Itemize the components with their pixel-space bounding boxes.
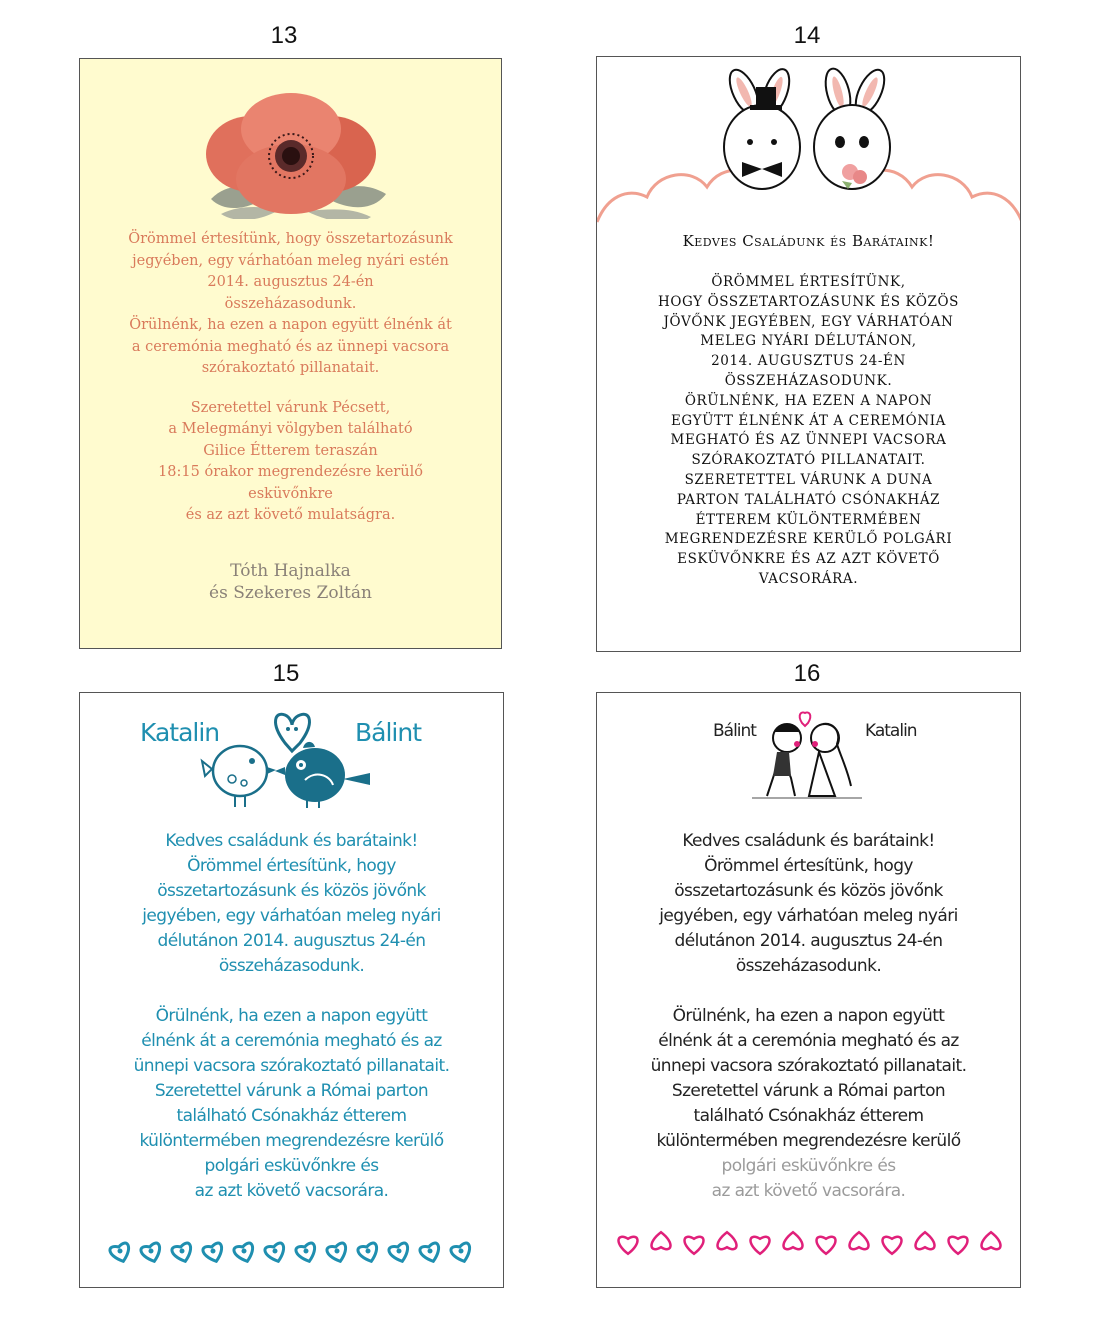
text-line: és az azt követő mulatságra. [185,507,396,523]
text-line: Szeretettel várunk a Római parton [671,1081,946,1101]
text-line: jegyében, egy várhatóan meleg nyári estén [132,252,449,269]
text-line: VACSORÁRA. [758,570,859,587]
text-line: élnénk át a ceremónia megható és az [141,1031,442,1051]
text-line: Örülnénk, ha ezen a napon együtt élnénk át [129,317,452,333]
love-birds-icon [80,693,504,823]
text-line: JÖVŐNK JEGYÉBEN, EGY VÁRHATÓAN [663,313,954,330]
heart-border-icon [80,1233,504,1273]
text-line: SZÓRAKOZTATÓ PILLANATAIT. [691,452,926,469]
text-line: PARTON TALÁLHATÓ CSÓNAKHÁZ [676,491,941,508]
card-number-15: 15 [272,660,300,687]
text-line: a ceremónia megható és az ünnepi vacsora [131,338,450,355]
text-line: Örülnénk, ha ezen a napon együtt [672,1006,945,1026]
heart-dot-icon [211,1249,216,1254]
heart-dot-icon [149,1249,154,1254]
text-line: Kedves családunk és barátaink! [165,831,418,851]
text-line: különtermében megrendezésre kerülő [139,1131,444,1151]
text-line: jegyében, egy várhatóan meleg nyári [142,906,441,926]
text-line: Szeretettel várunk Pécsett, [190,399,391,416]
name-right: Katalin [865,721,917,741]
text-line: 2014. AUGUSZTUS 24-ÉN [711,353,906,370]
text-line: MELEG NYÁRI DÉLUTÁNON, [700,333,917,350]
text-line: MEGRENDEZÉSRE KERÜLŐ POLGÁRI [664,531,953,548]
heart-dot-icon [304,1249,309,1254]
text-line: ÖRÜLNÉNK, HA EZEN A NAPON [684,392,933,409]
text-line: összeházasodunk. [224,295,357,312]
card15-body [80,829,503,1204]
card14-body [597,273,1020,590]
bunny-couple-icon [597,57,1021,232]
card14-title [597,232,1020,252]
heart-icon [850,1232,869,1249]
heart-icon [883,1237,902,1254]
heart-icon [817,1237,836,1254]
heart-icon [685,1237,704,1254]
text-line: ünnepi vacsora szórakoztató pillanatait. [650,1056,967,1076]
heart-icon [949,1237,968,1254]
heart-icon [619,1237,638,1254]
heart-dot-icon [428,1249,433,1254]
text-line: élnénk át a ceremónia megható és az [658,1031,959,1051]
card16-body [597,829,1020,1204]
text-line: található Csónakház étterem [176,1106,407,1126]
text-line: Gilice Étterem teraszán [203,442,378,459]
card-number-16: 16 [793,660,821,687]
card13-signature [80,560,501,604]
text-line: Örülnénk, ha ezen a napon együtt [155,1006,428,1026]
text-line: található Csónakház étterem [693,1106,924,1126]
heart-icon [916,1232,935,1249]
invitation-card-15[interactable] [79,692,504,1288]
heart-border-icon [597,1223,1021,1263]
heart-icon [784,1232,803,1249]
text-line: Örömmel értesítünk, hogy [704,856,913,876]
text-line: 2014. augusztus 24-én [207,274,374,290]
signature-line: és Szekeres Zoltán [209,583,372,603]
text-line: ÖRÖMMEL ÉRTESÍTÜNK, [711,274,906,290]
heart-dot-icon [366,1249,371,1254]
card-number-14: 14 [793,22,821,49]
text-line: ünnepi vacsora szórakoztató pillanatait. [133,1056,450,1076]
text-line: ESKÜVŐNKRE ÉS AZ AZT KÖVETŐ [677,551,940,568]
text-line: Kedves családunk és barátaink! [682,831,935,851]
text-line: az azt követő vacsorára. [711,1181,906,1201]
text-line: ÉTTEREM KÜLÖNTERMÉBEN [695,511,922,528]
text-line: jegyében, egy várhatóan meleg nyári [659,906,958,926]
text-line: összeházasodunk. [218,956,365,976]
text-line: a Melegmányi völgyben található [168,421,413,437]
kissing-couple-icon [597,693,1021,813]
text-line: Örömmel értesítünk, hogy összetartozásunk [128,231,453,247]
text-line: ÖSSZEHÁZASODUNK. [724,372,893,389]
heart-icon [982,1232,1001,1249]
heart-icon [652,1232,671,1249]
text-line: esküvőnkre [248,485,333,502]
text-line: 18:15 órakor megrendezésre kerülő [158,464,423,480]
heart-dot-icon [242,1249,247,1254]
heart-icon [751,1237,770,1254]
heart-dot-icon [397,1249,402,1254]
text-line: Szeretettel várunk a Római parton [154,1081,429,1101]
invitation-card-13[interactable] [79,58,502,649]
heart-dot-icon [335,1249,340,1254]
text-line: polgári esküvőnkre és [721,1156,896,1176]
text-line: MEGHATÓ ÉS AZ ÜNNEPI VACSORA [670,432,947,449]
name-right: Bálint [355,718,422,747]
text-line: összetartozásunk és közös jövőnk [157,881,426,901]
text-line: délutánon 2014. augusztus 24-én [157,931,426,951]
text-line: HOGY ÖSSZETARTOZÁSUNK ÉS KÖZÖS [658,293,959,310]
heart-icon [718,1232,737,1249]
name-left: Katalin [140,718,220,747]
text-line: délutánon 2014. augusztus 24-én [674,931,943,951]
invitation-card-14[interactable] [596,56,1021,652]
signature-line: Tóth Hajnalka [230,561,351,581]
heart-dot-icon [118,1249,123,1254]
text-line: EGYÜTT ÉLNÉNK ÁT A CEREMÓNIA [670,412,947,429]
card-number-13: 13 [270,22,298,49]
text-line: SZERETETTEL VÁRUNK A DUNA [684,471,933,488]
heart-dot-icon [273,1249,278,1254]
text-line: polgári esküvőnkre és [204,1156,379,1176]
poppy-flower-icon [80,59,502,219]
text-line: az azt követő vacsorára. [194,1181,389,1201]
title-line: Kedves Családunk és Barátaink! [682,232,935,250]
text-line: különtermében megrendezésre kerülő [656,1131,961,1151]
text-line: összeházasodunk. [735,956,882,976]
card13-body [80,229,501,527]
heart-dot-icon [459,1249,464,1254]
text-line: összetartozásunk és közös jövőnk [674,881,943,901]
text-line: szórakoztató pillanatait. [201,360,380,376]
heart-dot-icon [180,1249,185,1254]
name-left: Bálint [713,721,756,741]
invitation-card-16[interactable] [596,692,1021,1288]
text-line: Örömmel értesítünk, hogy [187,856,396,876]
